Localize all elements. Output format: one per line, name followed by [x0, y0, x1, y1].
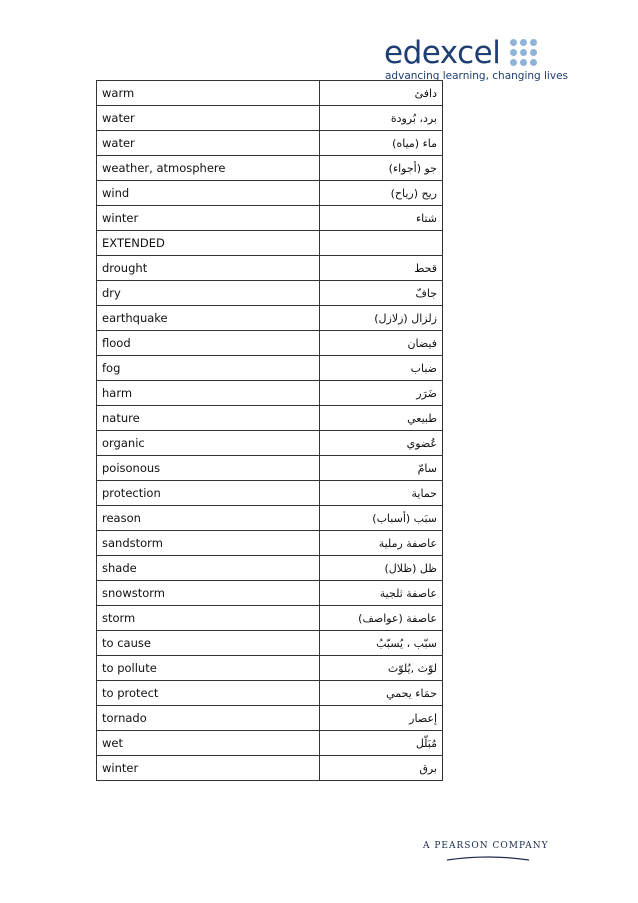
- english-term: storm: [97, 606, 320, 631]
- arabic-term: عاصفة رملية: [320, 531, 443, 556]
- pearson-swoosh-icon: [445, 853, 531, 863]
- logo-dots-icon: [510, 39, 538, 67]
- english-term: harm: [97, 381, 320, 406]
- arabic-term: سامّ: [320, 456, 443, 481]
- arabic-term: ريح (رياح): [320, 181, 443, 206]
- english-term: water: [97, 131, 320, 156]
- english-term: dry: [97, 281, 320, 306]
- arabic-term: ضباب: [320, 356, 443, 381]
- table-row: [97, 356, 443, 381]
- arabic-term: طبيعي: [320, 406, 443, 431]
- arabic-term: حمَاء يحمي: [320, 681, 443, 706]
- english-term: organic: [97, 431, 320, 456]
- arabic-term: عُضوي: [320, 431, 443, 456]
- table-row: [97, 756, 443, 781]
- table-row: [97, 681, 443, 706]
- table-row: [97, 206, 443, 231]
- english-term: snowstorm: [97, 581, 320, 606]
- arabic-term: عاصفة ثلجية: [320, 581, 443, 606]
- arabic-term: حماية: [320, 481, 443, 506]
- english-term: weather, atmosphere: [97, 156, 320, 181]
- table-row: [97, 281, 443, 306]
- table-row: [97, 181, 443, 206]
- arabic-term: دافئ: [320, 81, 443, 106]
- english-term: winter: [97, 206, 320, 231]
- vocabulary-table: [96, 80, 443, 781]
- arabic-term: فيضان: [320, 331, 443, 356]
- edexcel-logo: [384, 35, 568, 86]
- table-row: [97, 381, 443, 406]
- arabic-term: شتاء: [320, 206, 443, 231]
- english-term: protection: [97, 481, 320, 506]
- english-term: warm: [97, 81, 320, 106]
- arabic-term: ماء (مياه): [320, 131, 443, 156]
- table-row: [97, 106, 443, 131]
- arabic-term: سبّب ، يُسبّبُ: [320, 631, 443, 656]
- english-term: shade: [97, 556, 320, 581]
- table-row: [97, 331, 443, 356]
- english-term: winter: [97, 756, 320, 781]
- arabic-term: ظل (ظلال): [320, 556, 443, 581]
- arabic-term: برد، بُرودة: [320, 106, 443, 131]
- table-row: [97, 156, 443, 181]
- arabic-term: جو (أجواء): [320, 156, 443, 181]
- arabic-term: قحط: [320, 256, 443, 281]
- arabic-term: عاصفة (عواصف): [320, 606, 443, 631]
- english-term: to pollute: [97, 656, 320, 681]
- arabic-term: ضَرَر: [320, 381, 443, 406]
- arabic-term: سبَب (أسباب): [320, 506, 443, 531]
- arabic-term: برق: [320, 756, 443, 781]
- logo-tagline: advancing learning, changing lives: [385, 70, 568, 82]
- table-row: [97, 656, 443, 681]
- english-term: EXTENDED: [97, 231, 320, 256]
- table-row: [97, 131, 443, 156]
- english-term: drought: [97, 256, 320, 281]
- english-term: wet: [97, 731, 320, 756]
- english-term: to cause: [97, 631, 320, 656]
- arabic-term: مُبَلّل: [320, 731, 443, 756]
- english-term: poisonous: [97, 456, 320, 481]
- table-row: [97, 231, 443, 256]
- table-row: [97, 431, 443, 456]
- english-term: tornado: [97, 706, 320, 731]
- table-row: [97, 481, 443, 506]
- table-row: [97, 256, 443, 281]
- english-term: water: [97, 106, 320, 131]
- english-term: wind: [97, 181, 320, 206]
- table-row: [97, 706, 443, 731]
- table-row: [97, 556, 443, 581]
- arabic-term: لوّث ,يُلوّث: [320, 656, 443, 681]
- english-term: reason: [97, 506, 320, 531]
- table-row: [97, 731, 443, 756]
- arabic-term: إعصار: [320, 706, 443, 731]
- english-term: fog: [97, 356, 320, 381]
- table-row: [97, 456, 443, 481]
- arabic-term: جافّ: [320, 281, 443, 306]
- table-row: [97, 606, 443, 631]
- english-term: nature: [97, 406, 320, 431]
- table-row: [97, 581, 443, 606]
- english-term: flood: [97, 331, 320, 356]
- table-row: [97, 81, 443, 106]
- table-row: [97, 406, 443, 431]
- arabic-term: [320, 231, 443, 256]
- table-row: [97, 631, 443, 656]
- english-term: to protect: [97, 681, 320, 706]
- table-row: [97, 531, 443, 556]
- logo-wordmark: edexcel: [384, 35, 501, 71]
- pearson-company-label: A PEARSON COMPANY: [423, 841, 549, 851]
- table-row: [97, 306, 443, 331]
- table-row: [97, 506, 443, 531]
- arabic-term: زلزال (زلازل): [320, 306, 443, 331]
- english-term: earthquake: [97, 306, 320, 331]
- footer: [423, 841, 547, 851]
- english-term: sandstorm: [97, 531, 320, 556]
